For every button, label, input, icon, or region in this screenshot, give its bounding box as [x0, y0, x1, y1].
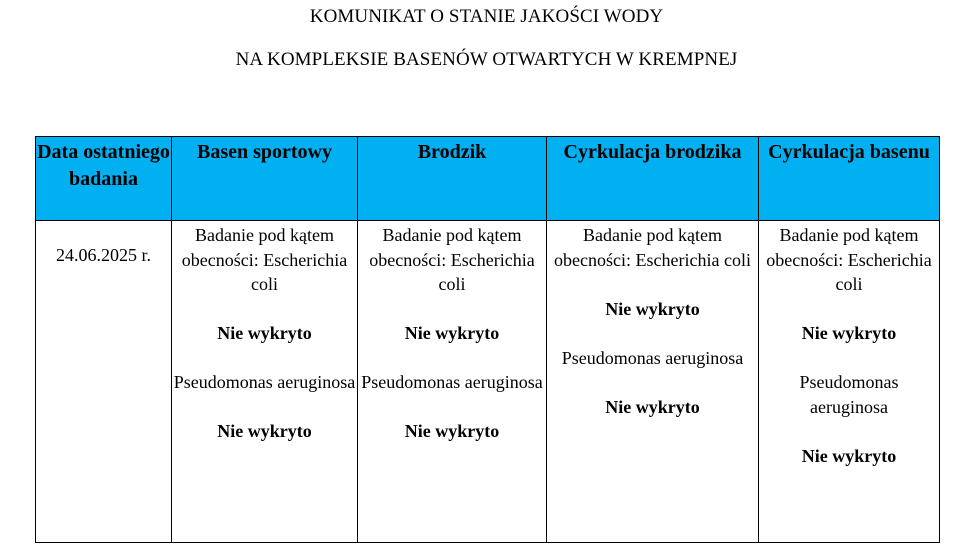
date-cell	[36, 221, 172, 543]
header-brodzik	[358, 137, 547, 221]
pathogen-label: Pseudomonas aeruginosa	[799, 372, 899, 417]
result-cell-cyrkulacja-brodzika	[547, 221, 759, 543]
pathogen-label: Pseudomonas aeruginosa	[561, 347, 744, 368]
test-date: 24.06.2025 r.	[55, 245, 151, 265]
result-pseudomonas: Nie wykryto	[801, 445, 897, 466]
pathogen-label: Pseudomonas aeruginosa	[361, 372, 543, 392]
result-pseudomonas: Nie wykryto	[404, 421, 500, 441]
result-ecoli: Nie wykryto	[801, 323, 897, 343]
header-label: Cyrkulacja basenu	[768, 141, 930, 163]
header-date-label: Data ostatniego badania	[37, 141, 170, 190]
result-cell-basen-sportowy	[172, 221, 358, 543]
water-quality-table	[35, 136, 940, 543]
header-cyrkulacja-brodzika	[547, 137, 759, 221]
header-basen-sportowy	[172, 137, 358, 221]
header-label: Brodzik	[417, 141, 487, 163]
result-ecoli: Nie wykryto	[404, 323, 500, 343]
result-cell-brodzik	[358, 221, 547, 543]
result-ecoli: Nie wykryto	[605, 298, 700, 319]
test-label: Badanie pod kątem obecności: Escherichia coli	[766, 225, 932, 294]
result-ecoli: Nie wykryto	[217, 323, 312, 343]
test-label: Badanie pod kątem obecności: Escherichia coli	[369, 225, 535, 294]
pathogen-label: Pseudomonas aeruginosa	[173, 372, 356, 392]
result-pseudomonas: Nie wykryto	[605, 396, 700, 417]
header-label: Cyrkulacja brodzika	[563, 141, 742, 163]
header-date	[36, 137, 172, 221]
test-label: Badanie pod kątem obecności: Escherichia coli	[554, 225, 751, 270]
result-pseudomonas: Nie wykryto	[217, 421, 312, 441]
document-title: KOMUNIKAT O STANIE JAKOŚCI WODY	[309, 6, 664, 27]
document-subtitle: NA KOMPLEKSIE BASENÓW OTWARTYCH W KREMPNEJ	[235, 49, 738, 70]
header-label: Basen sportowy	[196, 141, 332, 163]
table-row	[36, 221, 940, 543]
header-cyrkulacja-basenu	[759, 137, 940, 221]
result-cell-cyrkulacja-basenu	[759, 221, 940, 543]
test-label: Badanie pod kątem obecności: Escherichia coli	[181, 225, 348, 294]
table-header-row	[36, 137, 940, 221]
